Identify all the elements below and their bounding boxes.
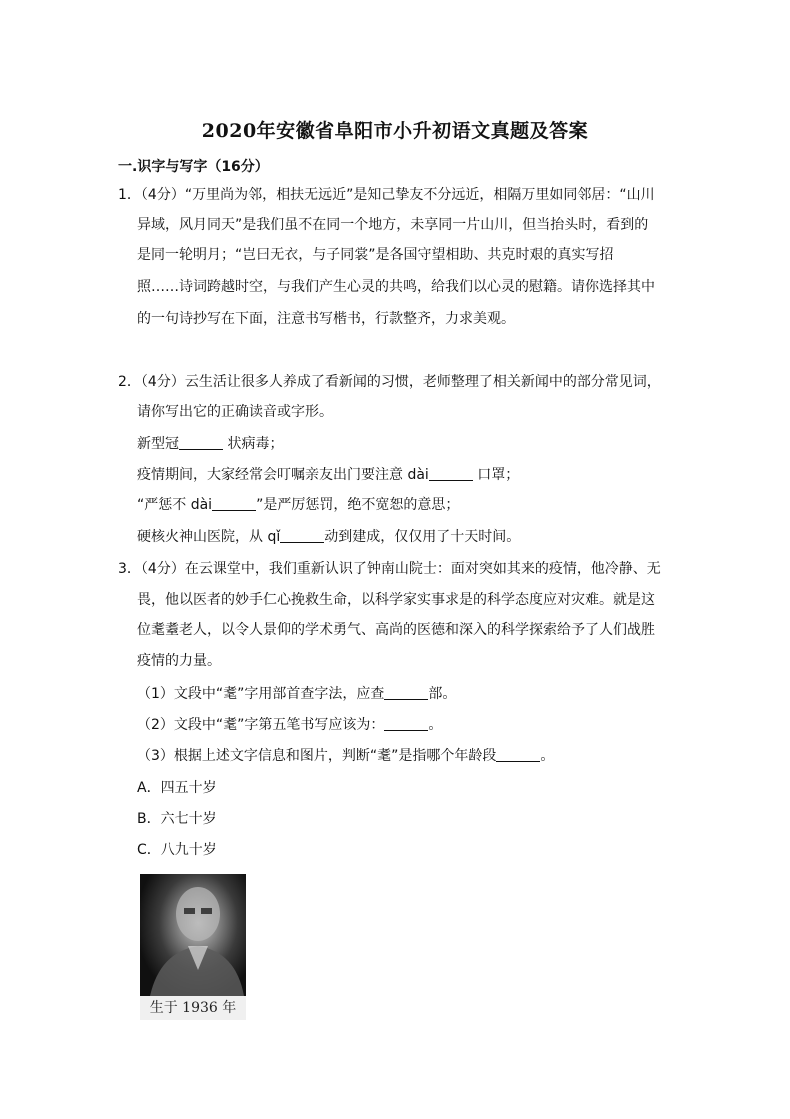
q1-line-5: 的一句诗抄写在下面，注意书写楷书，行款整齐，力求美观。: [137, 311, 515, 327]
answer-blank[interactable]: [384, 716, 428, 731]
photo-caption: 生于 1936 年: [140, 996, 246, 1020]
q3-sub-3-post: 。: [540, 748, 555, 764]
q2-item-4-pre: 硬核火神山医院，从 qǐ: [137, 529, 281, 545]
document-title: 2020年安徽省阜阳市小升初语文真题及答案: [201, 120, 589, 142]
q3-sub-1-post: 部。: [428, 686, 457, 702]
q2-line-2: 请你写出它的正确读音或字形。: [137, 404, 333, 420]
option-a: A．四五十岁: [137, 780, 217, 796]
q3-sub-2-pre: （2）文段中“耄”字第五笔书写应该为：: [137, 717, 385, 733]
q3-sub-2-post: 。: [428, 717, 443, 733]
portrait-photo: [140, 874, 246, 1020]
q2-item-1-pre: 新型冠: [137, 436, 179, 452]
q3-sub-2: [137, 715, 442, 735]
q1-line-3: 是同一轮明月；“岂曰无衣，与子同裳”是各国守望相助、共克时艰的真实写招: [137, 247, 614, 263]
q2-item-2: [137, 465, 519, 485]
q3-line-3: 位耄耋老人，以令人景仰的学术勇气、高尚的医德和深入的科学探索给予了人们战胜: [137, 622, 655, 638]
q3-sub-1: [137, 684, 456, 704]
q2-line-1: 2．（4分）云生活让很多人养成了看新闻的习惯，老师整理了相关新闻中的部分常见词，: [118, 374, 661, 390]
answer-blank[interactable]: [280, 528, 324, 543]
option-c: C．八九十岁: [137, 842, 217, 858]
q1-line-2: 异域，风月同天”是我们虽不在同一个地方，未享同一片山川，但当抬头时，看到的: [137, 217, 649, 233]
q3-line-1: 3．（4分）在云课堂中，我们重新认识了钟南山院士：面对突如其来的疫情，他冷静、无: [118, 561, 661, 577]
portrait-figure: [140, 874, 246, 996]
q2-item-3-pre: “严惩不 dài: [137, 497, 213, 513]
answer-blank[interactable]: [429, 466, 473, 481]
answer-blank[interactable]: [179, 435, 223, 450]
portrait-image: [140, 874, 246, 996]
q3-line-4: 疫情的力量。: [137, 653, 221, 669]
q3-line-2: 畏，他以医者的妙手仁心挽救生命，以科学家实事求是的科学态度应对灾难。就是这: [137, 592, 655, 608]
q2-item-3-post: ”是严厉惩罚，绝不宽恕的意思；: [256, 497, 460, 513]
q3-sub-1-pre: （1）文段中“耄”字用部首查字法，应查: [137, 686, 385, 702]
q2-item-4: [137, 527, 520, 547]
q1-line-4: 照……诗词跨越时空，与我们产生心灵的共鸣，给我们以心灵的慰籍。请你选择其中: [137, 279, 655, 295]
answer-blank[interactable]: [384, 685, 428, 700]
answer-blank[interactable]: [496, 747, 540, 762]
option-b: B．六七十岁: [137, 811, 217, 827]
q2-item-4-post: 动到建成，仅仅用了十天时间。: [324, 529, 521, 545]
q2-item-1: [137, 434, 283, 454]
answer-blank[interactable]: [212, 496, 256, 511]
q2-item-3: [137, 495, 459, 515]
q1-line-1: 1．（4分）“万里尚为邻，相扶无远近”是知己挚友不分远近，相隔万里如同邻居：“山川: [118, 187, 655, 203]
q3-sub-3: [137, 746, 554, 766]
q3-sub-3-pre: （3）根据上述文字信息和图片，判断“耄”是指哪个年龄段: [137, 748, 497, 764]
q2-item-1-post: 状病毒；: [223, 436, 284, 452]
q2-item-2-post: 口罩；: [472, 467, 520, 483]
section-heading: 一.识字与写字（16分）: [118, 159, 269, 175]
q2-item-2-pre: 疫情期间，大家经常会叮嘱亲友出门要注意 dài: [137, 467, 429, 483]
